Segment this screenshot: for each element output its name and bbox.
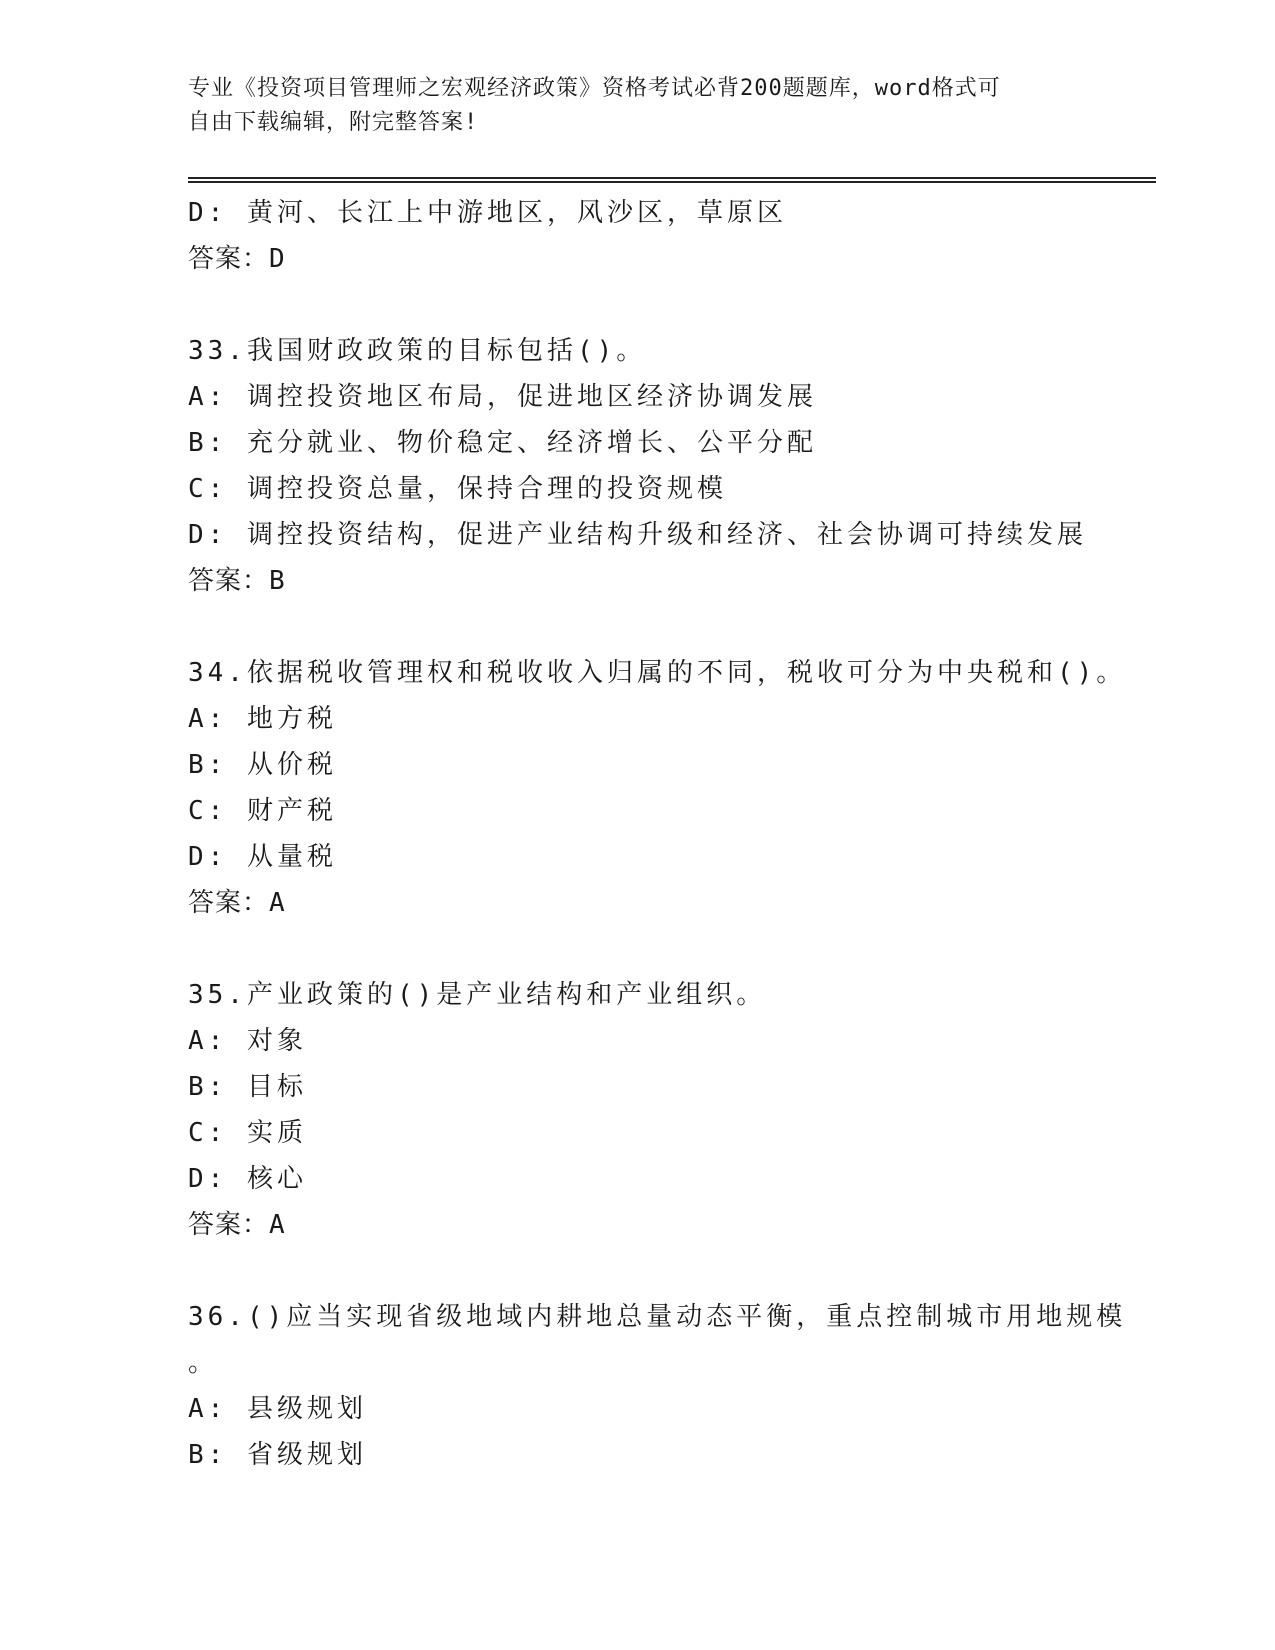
option-a: A: 对象 (188, 1026, 307, 1056)
spacer (188, 1248, 1148, 1294)
option-d: D: 从量税 (188, 842, 337, 872)
option-a: A: 调控投资地区布局，促进地区经济协调发展 (188, 382, 817, 412)
question-34 (188, 650, 1148, 926)
option-a: A: 县级规划 (188, 1394, 367, 1424)
answer: 答案：B (188, 566, 286, 596)
option-b: B: 充分就业、物价稳定、经济增长、公平分配 (188, 428, 817, 458)
question-33 (188, 328, 1148, 604)
header-rule-top (188, 177, 1156, 179)
question-32-tail (188, 190, 1148, 282)
document-header (188, 72, 1088, 140)
option-b: B: 省级规划 (188, 1440, 367, 1470)
question-stem: 36.()应当实现省级地域内耕地总量动态平衡，重点控制城市用地规模 (188, 1302, 1127, 1332)
answer: 答案：A (188, 1210, 286, 1240)
question-stem: 33.我国财政政策的目标包括()。 (188, 336, 647, 366)
question-35 (188, 972, 1148, 1248)
question-36 (188, 1294, 1148, 1478)
option-b: B: 目标 (188, 1072, 307, 1102)
option-b: B: 从价税 (188, 750, 337, 780)
spacer (188, 926, 1148, 972)
option-a: A: 地方税 (188, 704, 337, 734)
answer: 答案：A (188, 888, 286, 918)
header-rule-bottom (188, 181, 1156, 183)
question-stem-continuation: 。 (188, 1348, 219, 1378)
option-d: D: 核心 (188, 1164, 307, 1194)
option-d: D: 调控投资结构，促进产业结构升级和经济、社会协调可持续发展 (188, 520, 1087, 550)
option-c: C: 实质 (188, 1118, 307, 1148)
spacer (188, 282, 1148, 328)
question-stem: 34.依据税收管理权和税收收入归属的不同，税收可分为中央税和()。 (188, 658, 1127, 688)
answer: 答案：D (188, 244, 286, 274)
question-stem: 35.产业政策的()是产业结构和产业组织。 (188, 980, 767, 1010)
question-list (188, 190, 1148, 1478)
spacer (188, 604, 1148, 650)
option-d: D: 黄河、长江上中游地区，风沙区，草原区 (188, 198, 787, 228)
header-line-1: 专业《投资项目管理师之宏观经济政策》资格考试必背200题题库，word格式可 (188, 76, 1001, 101)
header-line-2: 自由下载编辑，附完整答案! (188, 110, 479, 135)
option-c: C: 调控投资总量，保持合理的投资规模 (188, 474, 727, 504)
option-c: C: 财产税 (188, 796, 337, 826)
